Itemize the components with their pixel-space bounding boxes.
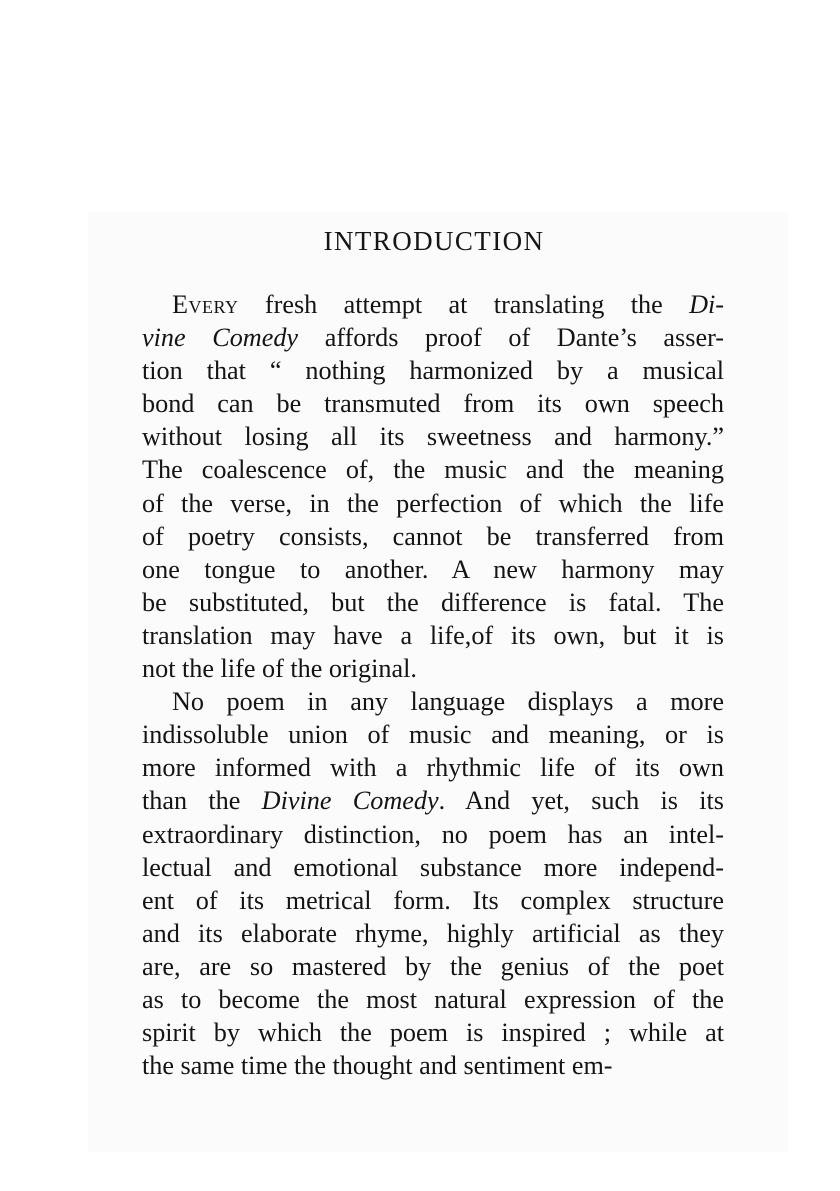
text-line [142,652,724,685]
small-caps-word: Every [172,290,239,319]
italic-title: Divine Comedy [261,786,439,816]
text-run: bond can be transmuted from its own speech [142,389,724,419]
chapter-title: INTRODUCTION [323,226,545,256]
text-run: without losing all its sweetness and harmony.” [142,422,724,452]
body-text [142,288,724,1082]
text-run: the same time the thought and sentiment em- [142,1051,613,1081]
text-run: spirit by which the poem is inspired ; while at [142,1018,724,1048]
text-run: ent of its metrical form. Its complex structure [142,885,724,915]
text-run: are, are so mastered by the genius of the poet [142,951,724,981]
text-run: fresh attempt at translating the [238,290,690,319]
text-run: No poem in any language displays a more [172,687,724,717]
text-line [142,553,724,586]
text-line [142,1049,724,1082]
text-run: . And yet, such is its [438,786,725,816]
text-run: and its elaborate rhyme, highly artificial as they [142,918,724,948]
italic-title: vine Comedy [142,323,299,353]
text-line [142,983,724,1016]
text-line [142,586,724,619]
text-line [142,420,724,453]
text-run: as to become the most natural expression of the [142,984,724,1014]
text-line [142,851,724,884]
text-run: extraordinary distinction, no poem has an intel- [142,819,724,849]
text-run: affords proof of Dante’s asser- [298,323,724,353]
text-line [142,884,724,917]
text-run: than the [142,786,262,816]
text-line [142,784,724,817]
text-line [142,818,724,851]
text-line [142,321,724,354]
text-run: tion that “ nothing harmonized by a musical [142,356,724,386]
text-run: be substituted, but the difference is fatal. The [142,587,724,617]
text-line [142,487,724,520]
text-line [142,917,724,950]
text-line [142,718,724,751]
text-run: lectual and emotional substance more independ- [142,852,724,882]
text-line [142,520,724,553]
text-run: translation may have a life,of its own, but it is [142,620,724,650]
text-line [142,950,724,983]
text-run: not the life of the original. [142,654,417,684]
text-line [142,288,724,321]
text-run: more informed with a rhythmic life of its own [142,753,724,783]
text-run: of poetry consists, cannot be transferred from [142,521,724,551]
text-line [142,619,724,652]
text-line [142,354,724,387]
text-line [142,1016,724,1049]
text-run: of the verse, in the perfection of which the life [142,488,724,518]
text-line [142,751,724,784]
text-line [142,685,724,718]
text-line [142,387,724,420]
text-run: one tongue to another. A new harmony may [142,554,724,584]
text-run: indissoluble union of music and meaning, or is [142,720,724,750]
italic-title: Di- [689,290,724,319]
text-line [142,453,724,486]
text-run: The coalescence of, the music and the meaning [142,455,724,485]
